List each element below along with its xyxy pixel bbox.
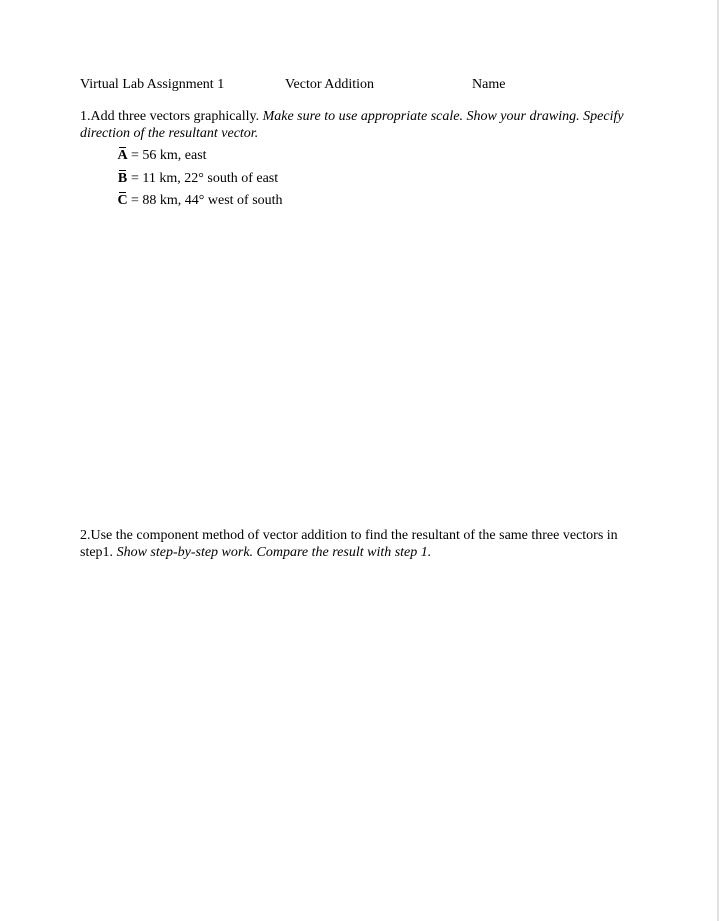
question-1-instruction: Make sure to use appropriate scale. Show your drawing. Specify direction of the resultant vector. (80, 109, 624, 141)
vector-b-value: = 11 km, 22° south of east (131, 170, 279, 186)
topic-title: Vector Addition (285, 77, 375, 92)
vector-b-row (117, 168, 283, 191)
question-1 (80, 109, 640, 142)
question-2 (80, 528, 640, 561)
question-1-text: 1.Add three vectors graphically. (80, 109, 260, 124)
vector-a-row (117, 145, 283, 168)
question-2-instruction: Show step-by-step work. Compare the result with step 1. (116, 544, 432, 560)
lab-title: Virtual Lab Assignment 1 (80, 77, 225, 92)
vector-list (117, 145, 283, 213)
vector-c-row (117, 190, 283, 213)
name-label: Name (472, 77, 506, 92)
question-2-text: 2.Use the component method of vector addition to find the resultant of the same three vectors in step1. (80, 528, 618, 560)
vector-c-value: = 88 km, 44° west of south (131, 193, 283, 208)
vector-a-value: = 56 km, east (131, 148, 207, 163)
document-header (80, 77, 640, 95)
vector-c-symbol: C (117, 190, 128, 213)
vector-b-symbol: B (117, 168, 128, 191)
vector-a-symbol: A (117, 145, 128, 168)
